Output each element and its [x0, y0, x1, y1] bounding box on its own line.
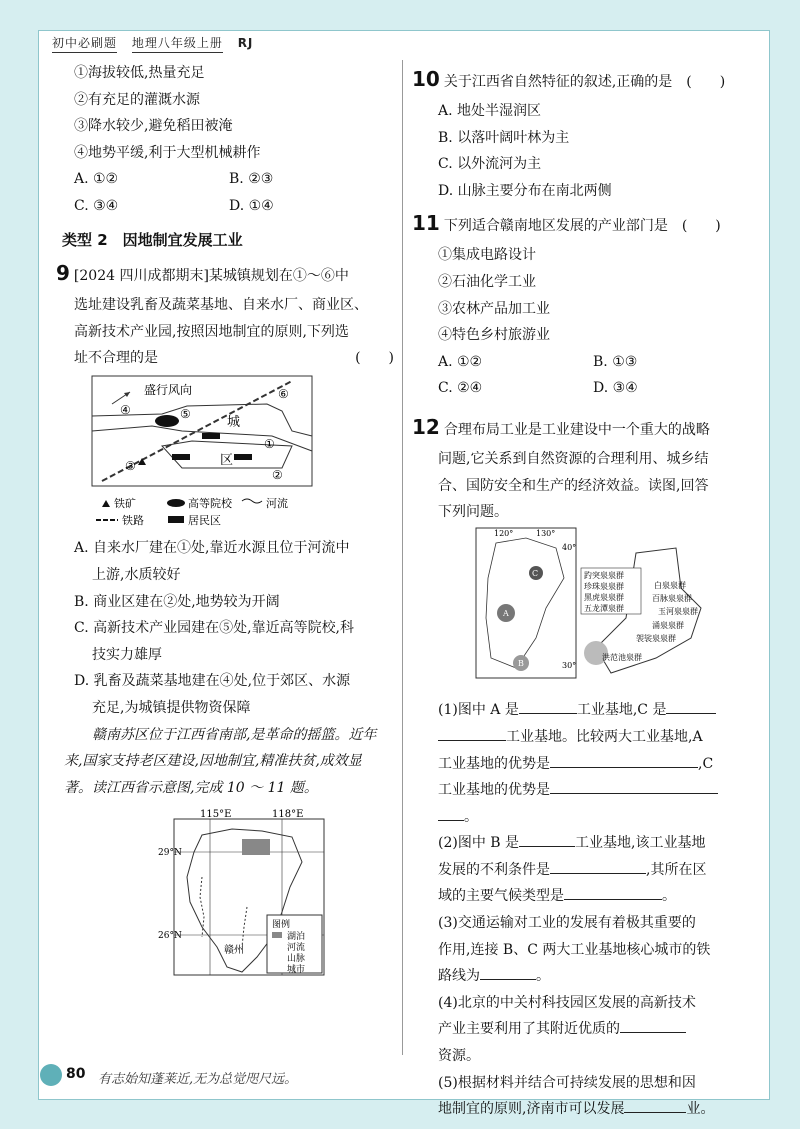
header-edition: RJ — [237, 36, 254, 50]
spring-group: 珍珠泉泉群 — [584, 581, 624, 591]
q9-option-d: D. 乳畜及蔬菜基地建在④处,位于郊区、水源 — [74, 673, 351, 690]
spring-group: 黑虎泉泉群 — [584, 592, 624, 602]
site-4: ④ — [120, 402, 131, 417]
lat-label-1: 29°N — [158, 848, 182, 859]
q10-option-c: C. 以外流河为主 — [438, 156, 542, 173]
lon-label-1: 115°E — [200, 809, 232, 821]
q10-option-b: B. 以落叶阔叶林为主 — [438, 129, 570, 146]
answer-blank[interactable] — [519, 699, 577, 714]
legend-lake: 湖泊 — [287, 932, 306, 943]
q9-option-c: C. 高新技术产业园建在⑤处,靠近高等院校,科 — [74, 620, 355, 637]
lon-label-1: 120° — [494, 528, 514, 538]
s2-text: 工业基地,该工业基地 — [575, 835, 706, 852]
college-marker — [155, 415, 179, 427]
legend-title: 图例 — [272, 920, 291, 931]
q12-sub-1 — [412, 751, 762, 778]
answer-blank[interactable] — [438, 806, 464, 821]
answer-blank[interactable] — [480, 965, 536, 980]
footer-motto: 有志始知蓬莱近,无为总觉咫尺远。 — [98, 1072, 298, 1087]
page-header — [52, 34, 253, 51]
q9-option-a: A. 自来水厂建在①处,靠近水源且位于河流中 — [74, 540, 350, 557]
residential-block — [234, 454, 252, 460]
residential-block — [202, 433, 220, 439]
s1-text: 。 — [464, 808, 478, 825]
lat-label-1: 40° — [562, 542, 577, 552]
q12-stem-line: 问题,它关系到自然资源的合理利用、城乡结 — [438, 450, 709, 467]
lon-label-2: 118°E — [272, 809, 304, 821]
label-c: C — [532, 568, 539, 578]
legend-city: 城市 — [287, 965, 306, 976]
footer-logo-icon — [40, 1064, 62, 1086]
q11-item: ④特色乡村旅游业 — [438, 327, 550, 344]
choice-a: A. ①② — [438, 353, 483, 370]
site-1: ① — [264, 436, 275, 451]
label-a: A — [503, 608, 509, 618]
q11-item: ②石油化学工业 — [438, 273, 536, 290]
s2-text: 发展的不利条件是 — [438, 861, 550, 878]
site-3: ③ — [125, 458, 136, 473]
q11-stem: 下列适合赣南地区发展的产业部门是 — [443, 218, 668, 235]
district-label: 区 — [220, 452, 234, 468]
town-planning-map — [92, 376, 312, 526]
s2-text: ,其所在区 — [646, 861, 707, 878]
choice-d: D. ③④ — [593, 380, 638, 397]
choice-row — [74, 193, 394, 220]
legend-college-icon — [167, 499, 185, 507]
s1-text: ,C — [698, 755, 714, 772]
s1-text: (1)图中 A 是 — [438, 702, 519, 719]
q12-sub-5 — [412, 1096, 762, 1123]
s1-text: 工业基地的优势是 — [438, 755, 550, 772]
choice-c: C. ③④ — [74, 197, 119, 214]
q9-stem-line — [74, 345, 394, 372]
q10-option-d: D. 山脉主要分布在南北两侧 — [438, 182, 612, 199]
spring-group: 百脉泉泉群 — [652, 593, 692, 603]
answer-blank[interactable] — [624, 1098, 686, 1113]
legend-lake-icon — [272, 932, 282, 938]
spring-group: 袈裟泉泉群 — [636, 633, 676, 643]
q12-sub-1 — [412, 777, 762, 804]
q12-stem-line: 合理布局工业是工业建设中一个重大的战略 — [443, 421, 710, 438]
choice-a: A. ①② — [74, 171, 119, 188]
s2-text: (2)图中 B 是 — [438, 835, 520, 852]
option-line: ①海拔较低,热量充足 — [74, 65, 205, 81]
choice-b: B. ②③ — [229, 171, 274, 188]
choice-row — [412, 375, 762, 402]
page-number: 80 — [66, 1066, 86, 1082]
choice-d: D. ①④ — [229, 197, 274, 214]
legend-river-icon — [242, 499, 262, 503]
city-ganzhou: 赣州 — [224, 945, 244, 957]
lat-label-2: 30° — [562, 660, 577, 670]
q11-item: ③农林产品加工业 — [438, 300, 550, 317]
q9-option-a-cont: 上游,水质较好 — [92, 567, 181, 584]
section-title: 类型 2 因地制宜发展工业 — [62, 230, 243, 249]
answer-blank[interactable] — [438, 726, 506, 741]
q12-sub-1 — [412, 804, 762, 831]
question-12-stem — [412, 408, 762, 446]
answer-paren: ( ) — [686, 74, 726, 90]
q10-option-a: A. 地处半湿润区 — [438, 103, 542, 119]
site-5: ⑤ — [180, 406, 191, 421]
q12-sub-1 — [412, 697, 762, 724]
s2-text: 。 — [662, 888, 676, 905]
answer-blank[interactable] — [550, 779, 718, 794]
option-line: ④地势平缓,利于大型机械耕作 — [74, 144, 261, 161]
q12-sub-4 — [412, 1016, 762, 1043]
s5-text: 地制宜的原则,济南市可以发展 — [438, 1101, 625, 1118]
right-column — [412, 60, 762, 1123]
s1-text: 工业基地。比较两大工业基地,A — [506, 728, 703, 745]
lat-label-2: 26°N — [158, 931, 182, 942]
spring-group: 趵突泉泉群 — [584, 570, 624, 580]
legend-iron-icon — [102, 500, 110, 507]
s2-text: 域的主要气候类型是 — [438, 888, 564, 905]
s5-text: 业。 — [686, 1101, 715, 1118]
q9-option-d-cont: 充足,为城镇提供物资保障 — [92, 700, 251, 716]
q12-sub-3 — [412, 963, 762, 990]
s1-text: 工业基地,C 是 — [576, 702, 667, 719]
q11-item: ①集成电路设计 — [438, 247, 536, 264]
q12-sub-5: (5)根据材料并结合可持续发展的思想和因 — [438, 1074, 696, 1091]
s3-text: 路线为 — [438, 968, 480, 985]
q12-sub-1 — [412, 724, 762, 751]
q9-stem-line: 高新技术产业园,按照因地制宜的原则,下列选 — [74, 323, 349, 340]
q9-stem-end: 址不合理的是 — [74, 350, 158, 367]
q12-sub-2 — [412, 857, 762, 884]
choice-b: B. ①③ — [593, 353, 638, 370]
answer-blank[interactable] — [620, 1018, 686, 1033]
spring-group: 白泉泉群 — [654, 580, 686, 590]
question-9-stem — [56, 254, 394, 292]
question-11-stem — [412, 204, 762, 242]
q12-sub-4: (4)北京的中关村科技园区发展的高新技术 — [438, 994, 696, 1011]
q12-sub-2 — [412, 830, 762, 857]
s3-text: 。 — [536, 968, 550, 985]
choice-row — [412, 349, 762, 376]
legend-mountain: 山脉 — [287, 954, 306, 965]
answer-paren: ( ) — [681, 218, 721, 235]
city-label: 城 — [227, 414, 241, 430]
s4-text: 产业主要利用了其附近优质的 — [438, 1021, 620, 1038]
q12-sub-2 — [412, 883, 762, 910]
answer-blank[interactable] — [519, 832, 575, 847]
column-divider — [402, 60, 403, 1055]
legend-residential: 居民区 — [188, 513, 221, 527]
q9-stem-line: 选址建设乳畜及蔬菜基地、自来水厂、商业区、 — [74, 297, 368, 314]
site-6: ⑥ — [278, 386, 289, 401]
wind-label: 盛行风向 — [144, 382, 193, 397]
legend-railway: 铁路 — [122, 513, 144, 527]
reading-passage: 赣南苏区位于江西省南部,是革命的摇篮。近年来,国家支持老区建设,因地制宜,精准扶贫,成效显著。读江西省示意图,完成 10 ～ 11 题。 — [64, 726, 377, 796]
header-subject: 地理八年级上册 — [132, 36, 223, 53]
label-b: B — [518, 658, 524, 668]
q12-stem-line: 下列问题。 — [438, 504, 508, 521]
q12-sub-3: 作用,连接 B、C 两大工业基地核心城市的铁 — [438, 941, 711, 958]
q10-stem: 关于江西省自然特征的叙述,正确的是 — [443, 74, 673, 90]
legend-college: 高等院校 — [188, 496, 232, 510]
lake-poyang — [242, 839, 270, 855]
q9-stem-line: [2024 四川成都期末]某城镇规划在①～⑥中 — [73, 268, 349, 285]
answer-blank[interactable] — [550, 753, 698, 768]
answer-blank[interactable] — [550, 859, 646, 874]
question-number: 11 — [412, 211, 440, 236]
answer-paren: ( ) — [355, 350, 394, 367]
q12-stem-line: 合、国防安全和生产的经济效益。读图,回答 — [438, 477, 709, 494]
industry-base-map — [476, 528, 716, 688]
site-2: ② — [272, 467, 283, 482]
legend-river: 河流 — [266, 496, 288, 510]
choice-row — [74, 166, 394, 193]
option-line: ②有充足的灌溉水源 — [74, 91, 200, 108]
spring-group: 五龙潭泉群 — [584, 603, 624, 613]
jiangxi-map — [158, 807, 332, 977]
s1-text: 工业基地的优势是 — [438, 782, 550, 799]
residential-block — [172, 454, 190, 460]
q12-sub-4: 资源。 — [438, 1048, 480, 1065]
question-10-stem — [412, 60, 762, 98]
spring-group: 涌泉泉群 — [652, 620, 684, 630]
header-book: 初中必刷题 — [52, 36, 117, 53]
q9-option-b: B. 商业区建在②处,地势较为开阔 — [74, 593, 280, 610]
answer-blank[interactable] — [666, 699, 716, 714]
choice-c: C. ②④ — [438, 380, 483, 397]
legend-river: 河流 — [287, 943, 306, 954]
legend-iron: 铁矿 — [114, 496, 136, 510]
legend-residential-icon — [168, 516, 184, 523]
spring-group-bottom: 洪范池泉群 — [602, 652, 642, 662]
option-line: ③降水较少,避免稻田被淹 — [74, 118, 233, 135]
question-number: 12 — [412, 414, 440, 439]
q12-sub-3: (3)交通运输对工业的发展有着极其重要的 — [438, 915, 696, 932]
answer-blank[interactable] — [564, 885, 662, 900]
question-number: 10 — [412, 67, 440, 91]
q9-option-c-cont: 技实力雄厚 — [92, 646, 162, 663]
lon-label-2: 130° — [536, 528, 556, 538]
question-number: 9 — [56, 261, 70, 286]
left-column — [56, 60, 394, 987]
spring-group: 玉河泉泉群 — [658, 606, 698, 616]
